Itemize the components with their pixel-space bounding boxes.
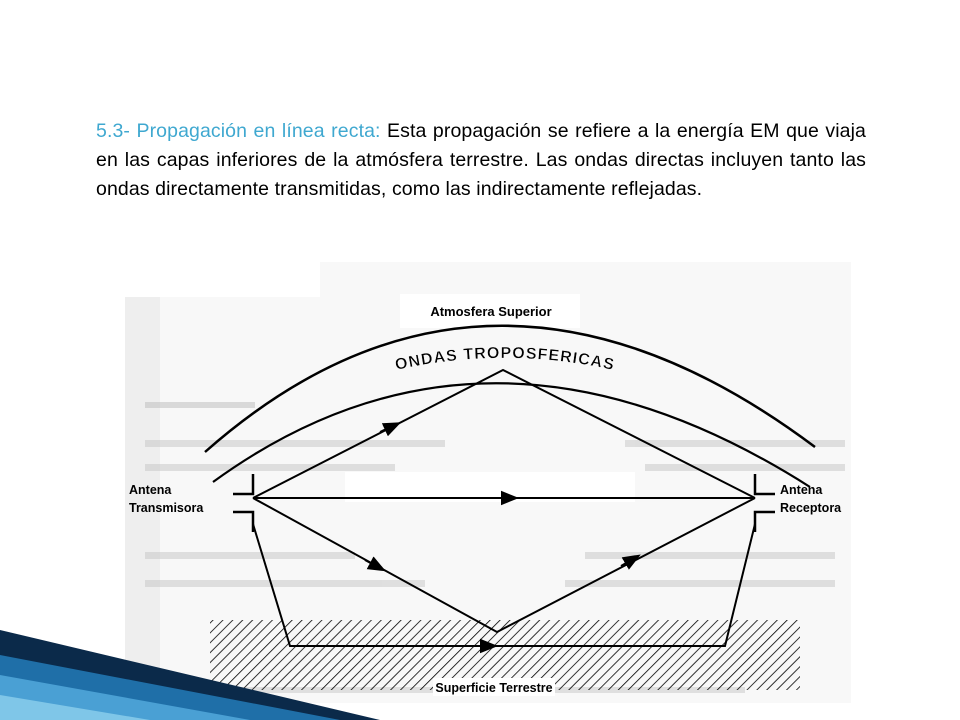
body-paragraph bbox=[96, 117, 866, 204]
receiving-antenna-label: Antena Receptora bbox=[780, 483, 842, 515]
upper-atmosphere-label: Atmosfera Superior bbox=[430, 304, 552, 319]
section-heading: 5.3- Propagación en línea recta: bbox=[96, 120, 381, 142]
tropospheric-waves-title: ONDAS TROPOSFERICAS bbox=[393, 344, 617, 375]
corner-decoration bbox=[0, 610, 380, 720]
earth-surface-label: Superficie Terrestre bbox=[435, 681, 553, 695]
body-text: Esta propagación se refiere a la energía EM que viaja en las capas inferiores de la atmósfera terrestre. Las ondas directas incluyen tanto las ondas directamente transmitidas, como las indirectamente reflejadas. bbox=[96, 120, 866, 200]
transmitting-antenna-label: Antena Transmisora bbox=[129, 483, 204, 515]
